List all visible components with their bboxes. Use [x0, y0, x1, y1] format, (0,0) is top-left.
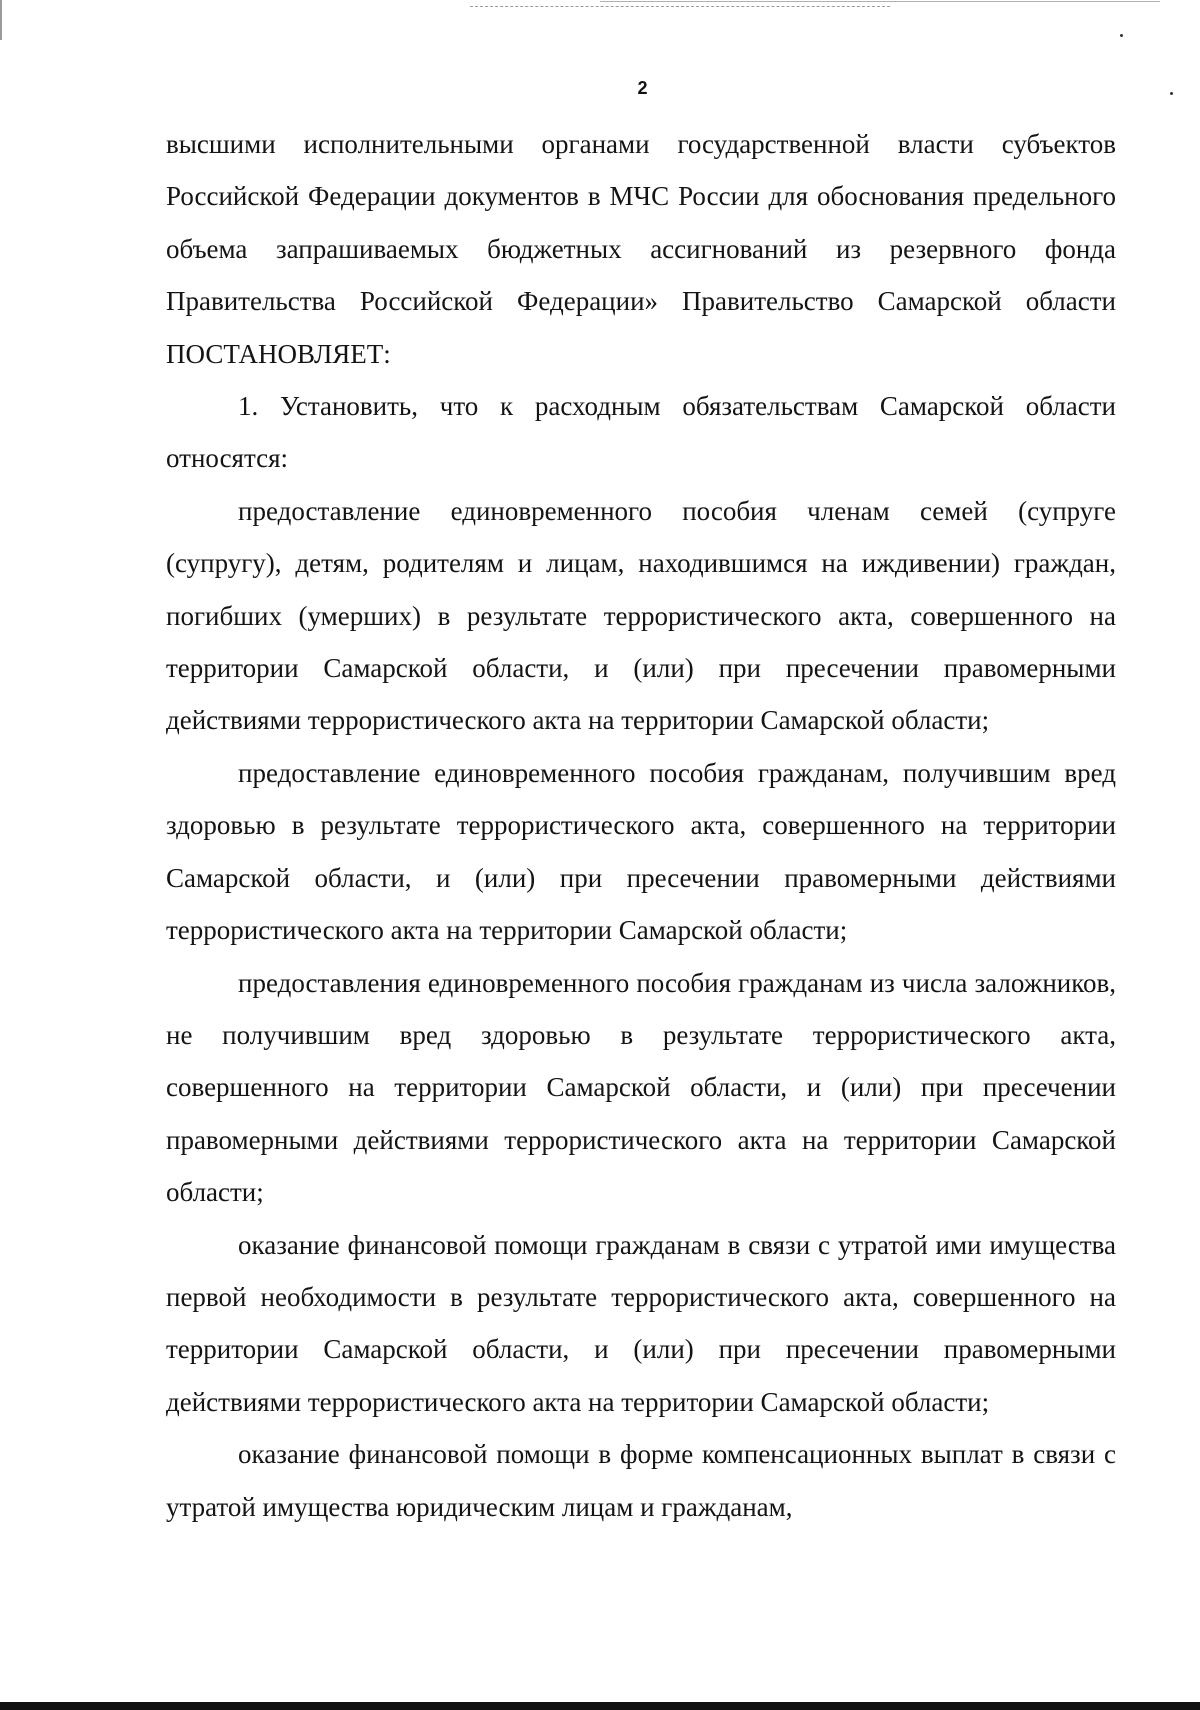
- paragraph-intro: высшими исполнительными органами государственной власти субъектов Российской Федерации документов в МЧС России для обоснования предельного объема запрашиваемых бюджетных ассигнований из резервного фонда Правительства Российской Федерации» Правительство Самарской области ПОСТАНОВЛЯЕТ:: [166, 129, 1116, 369]
- paragraph-item-hostage-benefit: предоставления единовременного пособия гражданам из числа заложников, не получившим вред здоровью в результате террористического акта, совершенного на территории Самарской области, и (или) при пресечении правомерными действиями террористического акта на территории Самарской области;: [166, 967, 1116, 1208]
- scan-artifact-top-line: [600, 1, 1160, 2]
- scan-artifact-top: [470, 6, 890, 8]
- paragraph-item-compensation: оказание финансовой помощи в форме компенсационных выплат в связи с утратой имущества юридическим лицам и гражданам,: [166, 1439, 1116, 1522]
- paragraph-clause-1: 1. Установить, что к расходным обязательствам Самарской области относятся:: [166, 391, 1116, 474]
- document-body: [166, 118, 1116, 1533]
- paragraph-item-property-aid: оказание финансовой помощи гражданам в связи с утратой ими имущества первой необходимости в результате террористического акта, совершенного на территории Самарской области, и (или) при пресечении правомерными действиями террористического акта на территории Самарской области;: [166, 1229, 1116, 1417]
- page-number: 2: [637, 78, 648, 98]
- scan-artifact-left: [0, 0, 2, 40]
- scan-artifact-bottom: [0, 1702, 1200, 1710]
- paragraph-item-injury-benefit: предоставление единовременного пособия гражданам, получившим вред здоровью в результате террористического акта, совершенного на территории Самарской области, и (или) при пресечении правомерными действиями террористического акта на территории Самарской области;: [166, 757, 1116, 946]
- scan-speck: [1120, 34, 1123, 37]
- paragraph-item-family-benefit: предоставление единовременного пособия членам семей (супруге (супругу), детям, родителям и лицам, находившимся на иждивении) граждан, погибших (умерших) в результате террористического акта, совершенного на территории Самарской области, и (или) при пресечении правомерными действиями террористического акта на территории Самарской области;: [166, 495, 1116, 736]
